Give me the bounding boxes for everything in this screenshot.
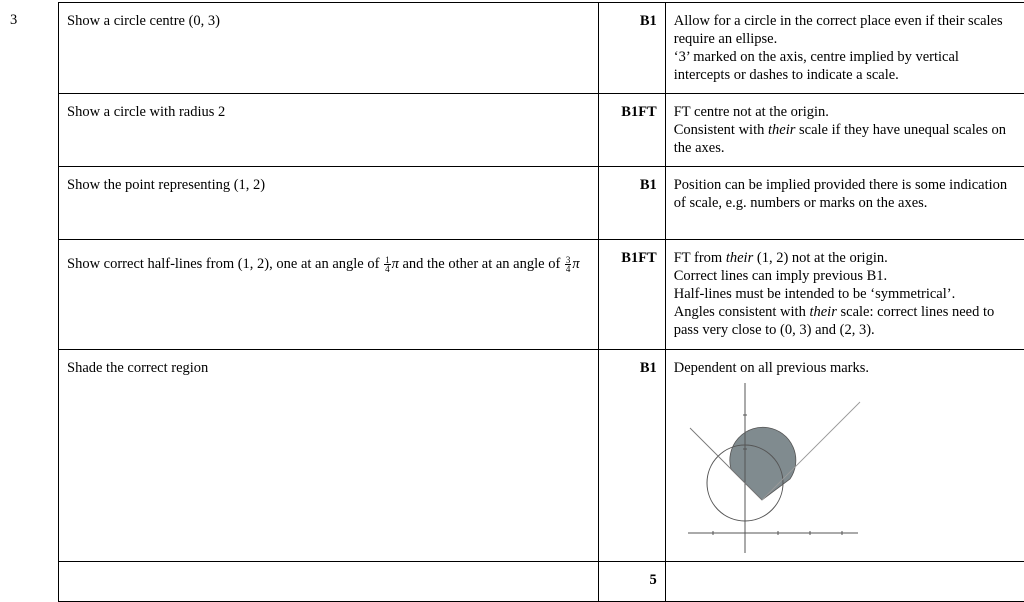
table-row <box>59 240 1024 350</box>
guidance-cell <box>665 350 1024 562</box>
table-row <box>59 562 1024 602</box>
answer-cell <box>59 350 599 562</box>
guidance-cell <box>665 562 1024 602</box>
total-marks: 5 <box>649 572 656 588</box>
guidance-cell <box>665 94 1024 167</box>
question-number: 3 <box>10 12 17 29</box>
answer-text: Show correct half-lines from (1, 2), one at an angle of $\frac{1}{4}$ π and the other at an angle of $\frac{3}{4}$ π <box>67 256 580 272</box>
guidance-text: Allow for a circle in the correct place even if their scales require an ellipse. <box>674 12 1016 48</box>
guidance-text: Half-lines must be intended to be ‘symmetrical’. <box>674 285 1016 303</box>
guidance-text: FT from their (1, 2) not at the origin. <box>674 249 1016 267</box>
argand-sketch <box>688 383 863 553</box>
guidance-text: FT centre not at the origin. <box>674 103 1016 121</box>
mark-cell <box>598 240 665 350</box>
answer-text: Show a circle centre (0, 3) <box>67 13 220 29</box>
mark-cell <box>598 167 665 240</box>
answer-cell <box>59 240 599 350</box>
table-row <box>59 3 1024 94</box>
answer-text: Show a circle with radius 2 <box>67 104 225 120</box>
guidance-text: Position can be implied provided there is some indication of scale, e.g. numbers or marks on the axes. <box>674 176 1016 212</box>
table-row <box>59 94 1024 167</box>
answer-text: Shade the correct region <box>67 360 208 376</box>
guidance-cell <box>665 167 1024 240</box>
mark-code: B1 <box>640 177 657 193</box>
guidance-text: Correct lines can imply previous B1. <box>674 267 1016 285</box>
guidance-text: Dependent on all previous marks. <box>674 359 1016 377</box>
answer-cell <box>59 562 599 602</box>
answer-cell <box>59 94 599 167</box>
answer-text: Show the point representing (1, 2) <box>67 177 265 193</box>
mark-cell <box>598 3 665 94</box>
guidance-cell <box>665 240 1024 350</box>
table-row <box>59 167 1024 240</box>
guidance-text: Angles consistent with their scale: correct lines need to pass very close to (0, 3) and (2, 3). <box>674 303 1016 339</box>
answer-cell <box>59 167 599 240</box>
total-mark-cell <box>598 562 665 602</box>
table-row <box>59 350 1024 562</box>
mark-cell <box>598 94 665 167</box>
mark-cell <box>598 350 665 562</box>
mark-code: B1 <box>640 360 657 376</box>
guidance-text: ‘3’ marked on the axis, centre implied by vertical intercepts or dashes to indicate a scale. <box>674 48 1016 84</box>
mark-scheme-table <box>58 2 1024 602</box>
mark-code: B1FT <box>621 250 656 266</box>
mark-code: B1 <box>640 13 657 29</box>
guidance-cell <box>665 3 1024 94</box>
shaded-region <box>730 427 796 500</box>
mark-code: B1FT <box>621 104 656 120</box>
guidance-text: Consistent with their scale if they have unequal scales on the axes. <box>674 121 1016 157</box>
fraction: $\frac{1}{4}$ <box>384 256 391 273</box>
fraction: $\frac{3}{4}$ <box>565 256 572 273</box>
answer-cell <box>59 3 599 94</box>
